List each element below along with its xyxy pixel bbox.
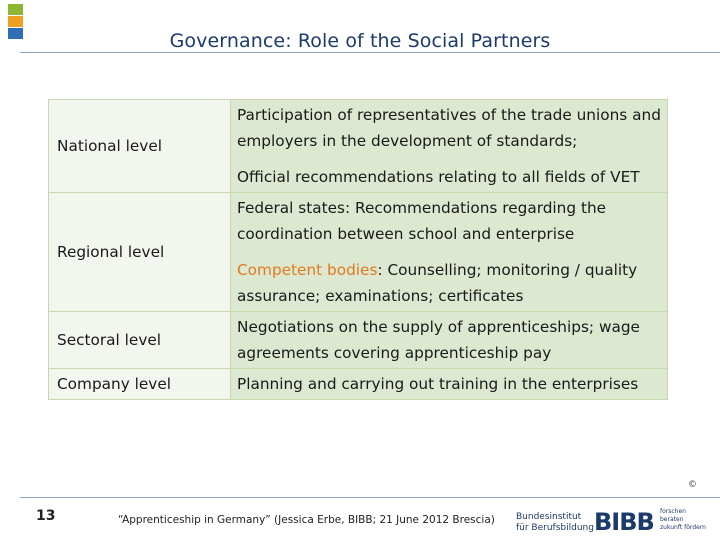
level-cell: Regional level bbox=[49, 193, 231, 312]
governance-table bbox=[48, 99, 668, 400]
description-item bbox=[237, 314, 661, 366]
description-cell bbox=[231, 312, 668, 369]
description-text: : Counselling; monitoring / quality assurance; examinations; certificates bbox=[237, 261, 638, 305]
tagline-1: forschen bbox=[660, 508, 686, 515]
bibb-logo: BIBB bbox=[594, 508, 654, 536]
description-item bbox=[237, 257, 661, 309]
institute-line-2: für Berufsbildung bbox=[516, 523, 594, 533]
page-number: 13 bbox=[36, 508, 56, 524]
description-item bbox=[237, 102, 661, 154]
table-row bbox=[49, 193, 668, 312]
level-cell: National level bbox=[49, 100, 231, 193]
green-stripe bbox=[8, 4, 23, 15]
description-text: Federal states: Recommendations regarding the coordination between school and enterprise bbox=[237, 199, 607, 243]
description-cell bbox=[231, 193, 668, 312]
highlighted-term: Competent bodies bbox=[237, 261, 378, 279]
footer-citation: “Apprenticeship in Germany” (Jessica Erbe, BIBB; 21 June 2012 Brescia) bbox=[118, 514, 495, 526]
institute-line-1: Bundesinstitut bbox=[516, 512, 582, 522]
table-row bbox=[49, 312, 668, 369]
description-text: Participation of representatives of the trade unions and employers in the development of standards; bbox=[237, 106, 661, 150]
description-item bbox=[237, 164, 661, 190]
title-divider bbox=[20, 52, 720, 53]
description-cell bbox=[231, 369, 668, 400]
description-item bbox=[237, 195, 661, 247]
orange-stripe bbox=[8, 16, 23, 27]
tagline-3: zukunft fördern bbox=[660, 524, 706, 531]
description-text: Planning and carrying out training in the enterprises bbox=[237, 375, 639, 393]
description-item bbox=[237, 371, 661, 397]
slide-title: Governance: Role of the Social Partners bbox=[169, 30, 551, 52]
description-text: Negotiations on the supply of apprenticeships; wage agreements covering apprenticeship pay bbox=[237, 318, 640, 362]
copyright-icon: © bbox=[688, 480, 697, 490]
level-cell: Sectoral level bbox=[49, 312, 231, 369]
footer-divider bbox=[20, 497, 720, 498]
tagline-2: beraten bbox=[660, 516, 684, 523]
bibb-tagline bbox=[660, 508, 706, 532]
level-cell: Company level bbox=[49, 369, 231, 400]
description-cell bbox=[231, 100, 668, 193]
table-row bbox=[49, 369, 668, 400]
description-text: Official recommendations relating to all fields of VET bbox=[237, 168, 640, 186]
institute-name bbox=[516, 512, 594, 534]
table-row bbox=[49, 100, 668, 193]
